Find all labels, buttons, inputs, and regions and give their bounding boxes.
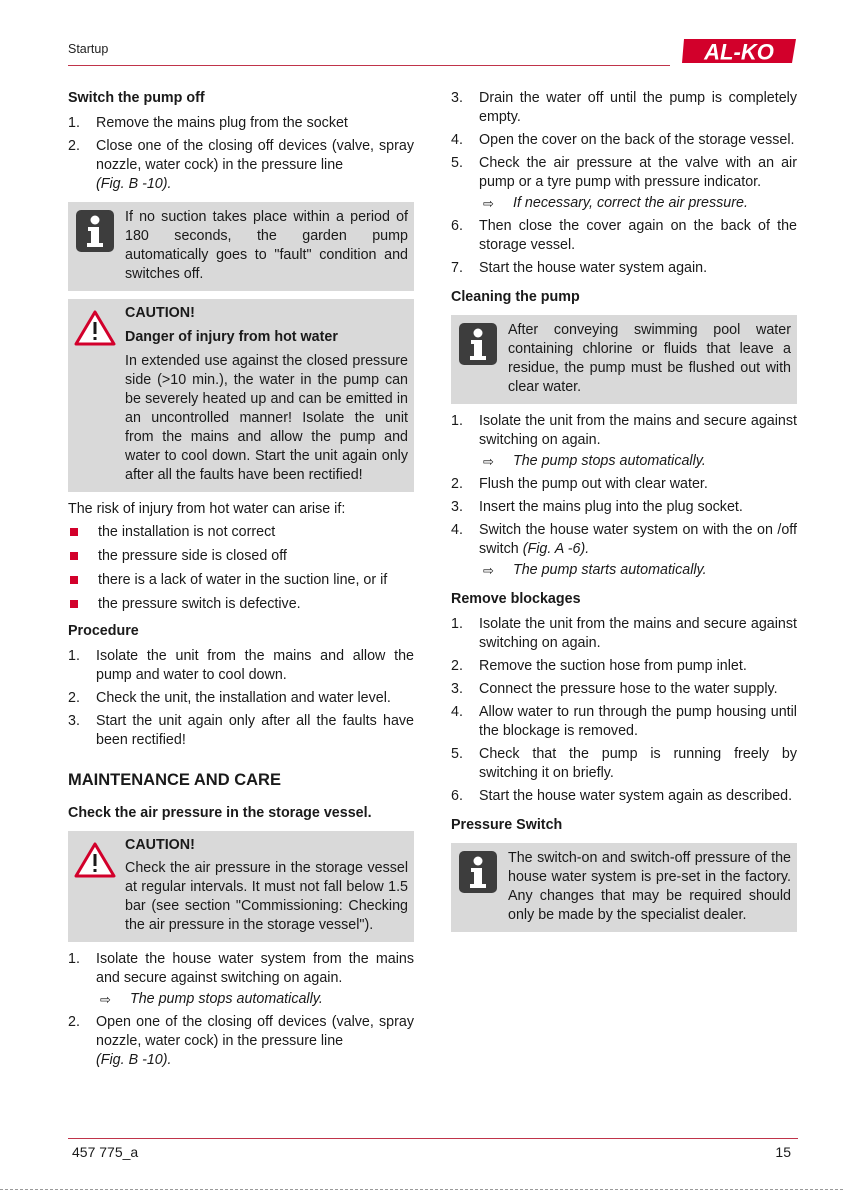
section-title: Startup [68,42,109,56]
footer-divider [68,1138,798,1139]
result-arrow-icon: ⇨ [100,992,111,1007]
result-arrow-icon: ⇨ [483,563,494,578]
list-item: 1. Isolate the unit from the mains and secure against switching on again. ⇨ The pump stops automatically. [451,413,797,469]
caution-note [68,299,414,492]
procedure-steps [68,647,414,750]
list-item: 2. Flush the pump out with clear water. [451,476,708,492]
result-line: ⇨ The pump starts automatically. [483,562,707,578]
list-item: 1. Isolate the unit from the mains and allow the pump and water to cool down. [68,648,414,683]
figure-reference: (Fig. B -10). [96,176,172,192]
list-item: the pressure switch is defective. [68,595,414,614]
risk-intro: The risk of injury from hot water can arise if: [68,501,346,517]
result-line: ⇨ If necessary, correct the air pressure. [483,195,748,211]
caution-text: In extended use against the closed pressure side (>10 min.), the water in the pump can be severely heated up and can be emitted in an uncontrolled manner! Isolate the unit from the mains and allow the pump and water to cool down. Start the unit again only after all the faults have been rectified! [125,353,408,483]
header-divider [68,65,670,66]
figure-reference: (Fig. A -6). [522,541,590,557]
info-icon [459,323,497,365]
list-item: 4. Open the cover on the back of the storage vessel. [451,132,795,148]
cleaning-heading: Cleaning the pump [451,289,580,305]
list-item: 3. Insert the mains plug into the plug socket. [451,499,743,515]
list-item: 1. Isolate the house water system from the mains and secure against switching on again. ⇨ The pump stops automatically. [68,951,414,1007]
switch-off-steps [68,114,414,194]
page-number: 15 [775,1144,791,1160]
air-check-heading: Check the air pressure in the storage vessel. [68,805,372,821]
switch-off-heading: Switch the pump off [68,90,205,106]
result-arrow-icon: ⇨ [483,196,494,211]
document-number: 457 775_a [72,1144,139,1160]
risk-list [68,523,414,614]
blockages-heading: Remove blockages [451,591,581,607]
list-item: 6. Start the house water system again as described. [451,788,793,804]
list-item: 2. Open one of the closing off devices (valve, spray nozzle, water cock) in the pressure line (Fig. B -10). [68,1014,414,1068]
info-icon [76,210,114,252]
list-item: 4. Switch the house water system on with the on /off switch (Fig. A -6). ⇨ The pump starts automatically. [451,522,797,578]
list-item: 3. Connect the pressure hose to the water supply. [451,681,778,697]
list-item: 1. Isolate the unit from the mains and secure against switching on again. [451,616,797,651]
list-item: 4. Allow water to run through the pump housing until the blockage is removed. [451,704,797,739]
svg-text:AL-KO: AL-KO [704,39,774,65]
result-line: ⇨ The pump stops automatically. [100,991,323,1007]
cleaning-steps [451,412,797,580]
figure-reference: (Fig. B -10). [96,1052,172,1068]
caution-title: CAUTION! [125,837,195,853]
right-column [451,89,797,940]
warning-icon [74,309,116,347]
caution-text: Check the air pressure in the storage vessel at regular intervals. It must not fall below 1.5 bar (see section "Commissioning: Checking the air pressure in the storage vessel"). [125,860,408,933]
info-icon [459,851,497,893]
list-item: the installation is not correct [68,523,414,542]
page-edge [0,1189,843,1190]
maintenance-heading: MAINTENANCE AND CARE [68,771,281,789]
caution-title: CAUTION! [125,305,195,321]
procedure-heading: Procedure [68,623,139,639]
list-item: 1. Remove the mains plug from the socket [68,115,348,131]
pressure-switch-heading: Pressure Switch [451,817,563,833]
result-line: ⇨ The pump stops automatically. [483,453,706,469]
list-item: 5. Check the air pressure at the valve with an air pump or a tyre pump with pressure indicator. ⇨ If necessary, correct the air pressure. [451,155,797,211]
list-item: 2. Check the unit, the installation and water level. [68,690,391,706]
list-item: the pressure side is closed off [68,547,414,566]
blockages-steps [451,615,797,806]
list-item: 3. Start the unit again only after all the faults have been rectified! [68,713,414,748]
list-item: 3. Drain the water off until the pump is completely empty. [451,90,797,125]
list-item: 5. Check that the pump is running freely by switching it on briefly. [451,746,797,781]
info-note: The switch-on and switch-off pressure of the house water system is pre-set in the factory. Any changes that may be required should only be made by the specialist dealer. [451,843,797,932]
list-item: there is a lack of water in the suction line, or if [68,571,414,590]
info-note: After conveying swimming pool water containing chlorine or fluids that leave a residue, the pump must be flushed out with clear water. [451,315,797,404]
info-note: If no suction takes place within a period of 180 seconds, the garden pump automatically goes to "fault" condition and switches off. [68,202,414,291]
list-item: 2. Remove the suction hose from pump inlet. [451,658,747,674]
air-check-steps-continued [451,89,797,278]
warning-icon [74,841,116,879]
air-check-steps [68,950,414,1070]
alko-logo [682,35,798,67]
list-item: 6. Then close the cover again on the back of the storage vessel. [451,218,797,253]
list-item: 2. Close one of the closing off devices (valve, spray nozzle, water cock) in the pressure line (Fig. B -10). [68,138,414,192]
left-column [68,89,414,1078]
list-item: 7. Start the house water system again. [451,260,708,276]
caution-note [68,831,414,942]
result-arrow-icon: ⇨ [483,454,494,469]
caution-subtitle: Danger of injury from hot water [125,329,338,345]
